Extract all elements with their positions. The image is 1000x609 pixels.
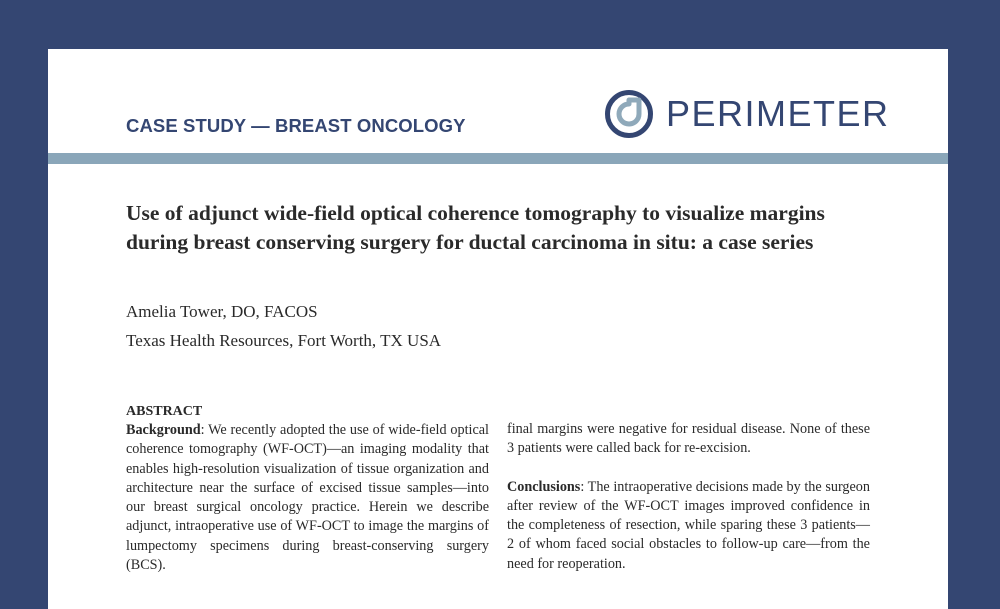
article-affiliation: Texas Health Resources, Fort Worth, TX USA [126,331,442,350]
abstract-heading: ABSTRACT [126,404,203,419]
abstract-background-paragraph [126,421,489,575]
perimeter-logo [604,89,890,139]
conclusions-label: Conclusions [507,478,581,495]
article-title: Use of adjunct wide-field optical coherence tomography to visualize margins during breast conserving surgery for ductal carcinoma in situ: a case series [126,201,825,254]
abstract-column-right [507,420,870,574]
background-label: Background [126,422,201,438]
header-divider-stripe [48,153,948,164]
abstract-column-left [126,402,489,575]
results-continued-paragraph: final margins were negative for residual disease. None of these 3 patients were called back for re-excision. [507,421,870,457]
perimeter-ring-drop-icon [604,89,654,139]
case-study-label: CASE STUDY — BREAST ONCOLOGY [126,115,466,136]
background-text: : We recently adopted the use of wide-field optical coherence tomography (WF-OCT)—an imaging modality that enables high-resolution visualization of tissue organization and architecture near the surface of excised tissue samples—into our breast surgical oncology practice. Herein we describe adjunct, intraoperative use of WF-OCT to image the margins of lumpectomy specimens during breast-conserving surgery (BCS). [126,422,489,574]
document-page [48,49,948,609]
abstract-conclusions-paragraph [507,478,870,574]
article-author: Amelia Tower, DO, FACOS [126,302,318,321]
logo-wordmark: PERIMETER [666,93,890,134]
conclusions-text: : The intraoperative decisions made by the surgeon after review of the WF-OCT images improved confidence in the completeness of resection, while sparing these 3 patients—2 of whom faced social obstacles to follow-up care—from the need for reoperation. [507,478,870,572]
